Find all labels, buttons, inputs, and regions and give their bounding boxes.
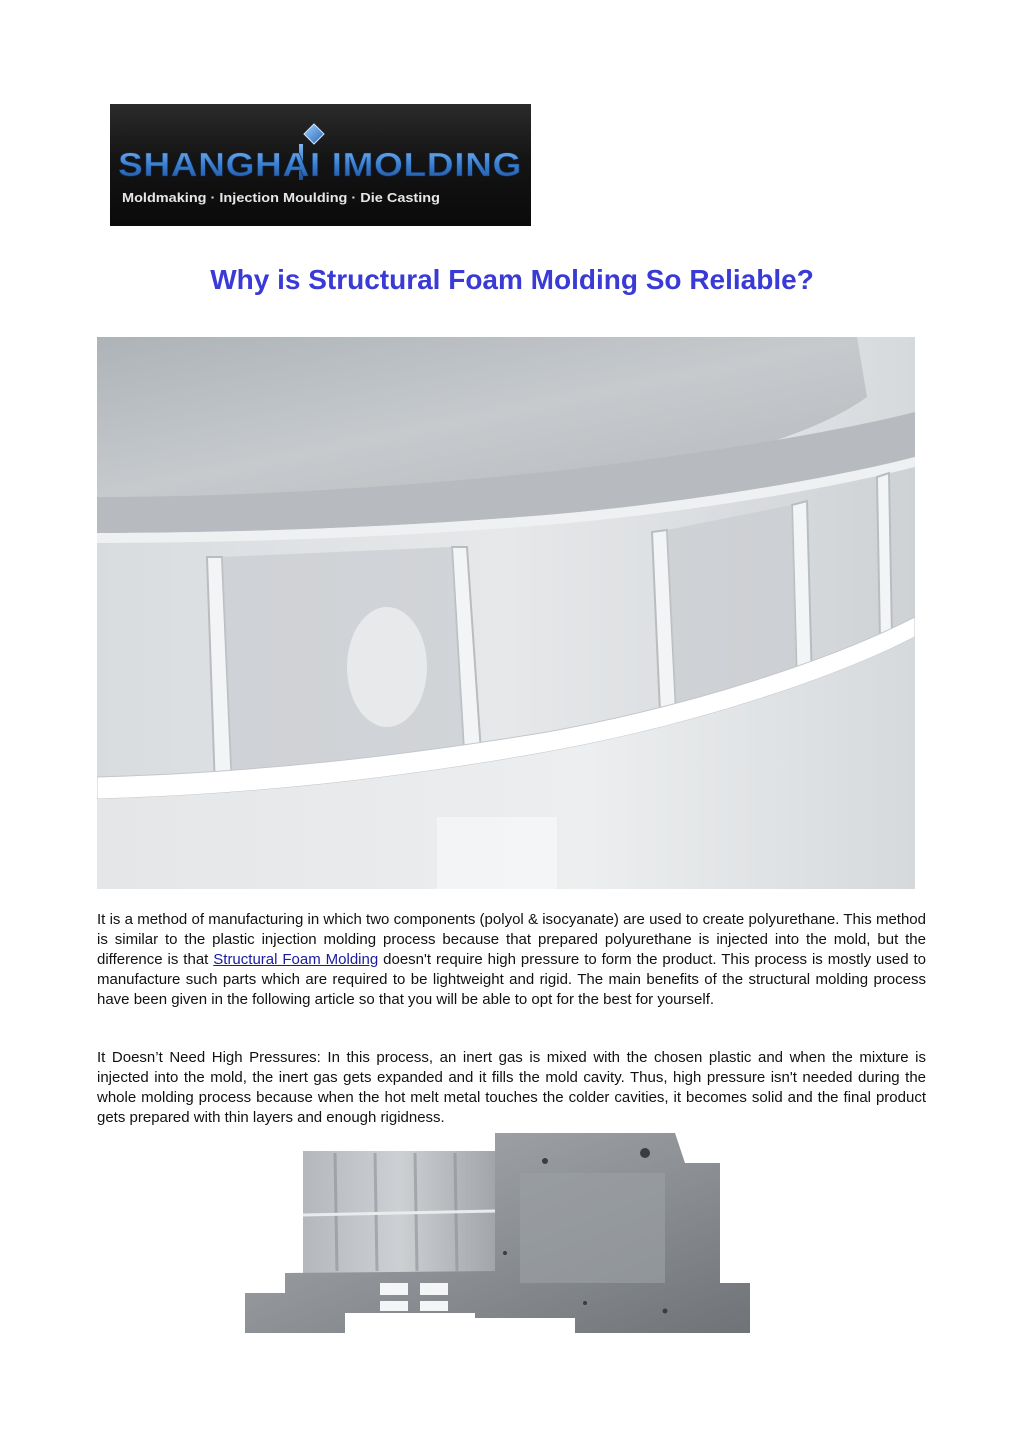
molded-part-illustration [97,337,915,889]
logo-graphic [110,104,531,226]
intro-text-start: It is a method of manufacturing in which two components (polyol & isocyanate) are used to create polyurethane. This method is similar to the plastic injection molding process because that prepared polyurethane is injected into the mold, but the difference is that [97,911,926,968]
logo-name: SHANGHAI IMOLDING [118,146,522,183]
molded-part-photo [97,337,915,889]
intro-text-end: doesn't require high pressure to form the product. This process is mostly used to manufacture such parts which are required to be lightweight and rigid. The main benefits of the structural molding process have been given in the following article so that you will be able to opt for the best for yourself. [97,951,926,1008]
intro-paragraph [97,910,926,1010]
cross-section-photo [245,1133,785,1341]
structural-foam-molding-link[interactable]: Structural Foam Molding [213,951,379,968]
logo-tagline: Moldmaking · Injection Moulding · Die Casting [122,190,441,205]
cross-section-illustration [245,1133,785,1341]
company-logo [110,104,531,226]
page-title: Why is Structural Foam Molding So Reliable? [210,264,814,295]
high-pressure-paragraph: It Doesn’t Need High Pressures: In this process, an inert gas is mixed with the chosen plastic and when the mixture is injected into the mold, the inert gas gets expanded and it fills the mold cavity. Thus, high pressure isn't needed during the whole molding process because when the hot melt metal touches the colder cavities, it becomes solid and the final product gets prepared with thin layers and enough rigidness. [97,1049,926,1126]
diamond-icon [304,124,324,144]
